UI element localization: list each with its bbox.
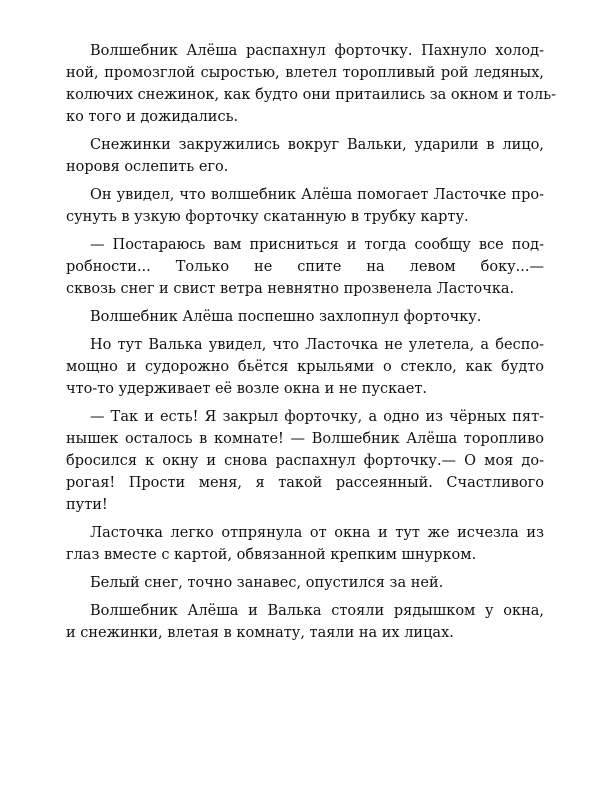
text-line: Волшебник Алёша распахнул форточку. Пахнуло холод- (90, 43, 544, 59)
paragraph-8 (66, 522, 544, 566)
text-line: Снежинки закружились вокруг Вальки, ударили в лицо, (90, 137, 544, 153)
text-line: и снежинки, влетая в комнату, таяли на их лицах. (66, 625, 454, 641)
text-line: Но тут Валька увидел, что Ласточка не улетела, а беспо- (90, 337, 544, 353)
paragraph-10 (66, 600, 544, 644)
paragraph-7 (66, 406, 544, 516)
paragraph-1 (66, 40, 557, 128)
text-line: сквозь снег и свист ветра невнятно прозвенела Ласточка. (66, 281, 515, 297)
text-line: сунуть в узкую форточку скатанную в трубку карту. (66, 209, 469, 225)
paragraph-6 (66, 334, 544, 400)
text-line: робности... Только не спите на левом боку...— (66, 259, 544, 275)
text-line: Белый снег, точно занавес, опустился за ней. (90, 575, 444, 591)
text-line: Он увидел, что волшебник Алёша помогает Ласточке про- (90, 187, 544, 203)
text-line: Волшебник Алёша и Валька стояли рядышком у окна, (90, 603, 544, 619)
text-line: колючих снежинок, как будто они притаились за окном и толь- (66, 87, 557, 103)
text-line: глаз вместе с картой, обвязанной крепким шнурком. (66, 547, 477, 563)
text-line: мощно и судорожно бьётся крыльями о стекло, как будто (66, 359, 544, 375)
paragraph-4 (66, 234, 544, 300)
text-line: пути! (66, 497, 108, 513)
paragraph-5 (66, 306, 544, 328)
text-line: рогая! Прости меня, я такой рассеянный. Счастливого (66, 475, 544, 491)
text-line: Волшебник Алёша поспешно захлопнул форточку. (90, 309, 482, 325)
book-page (66, 40, 557, 650)
text-line: — Постараюсь вам присниться и тогда сообщу все под- (90, 237, 544, 253)
text-line: Ласточка легко отпрянула от окна и тут же исчезла из (90, 525, 544, 541)
text-line: что-то удерживает её возле окна и не пускает. (66, 381, 427, 397)
text-line: бросился к окну и снова распахнул форточку.— О моя до- (66, 453, 544, 469)
paragraph-2 (66, 134, 544, 178)
paragraph-9 (66, 572, 544, 594)
text-line: нышек осталось в комнате! — Волшебник Алёша торопливо (66, 431, 544, 447)
text-line: ко того и дожидались. (66, 109, 239, 125)
text-line: норовя ослепить его. (66, 159, 229, 175)
paragraph-3 (66, 184, 544, 228)
text-line: ной, промозглой сыростью, влетел торопливый рой ледяных, (66, 65, 544, 81)
text-line: — Так и есть! Я закрыл форточку, а одно из чёрных пят- (90, 409, 544, 425)
